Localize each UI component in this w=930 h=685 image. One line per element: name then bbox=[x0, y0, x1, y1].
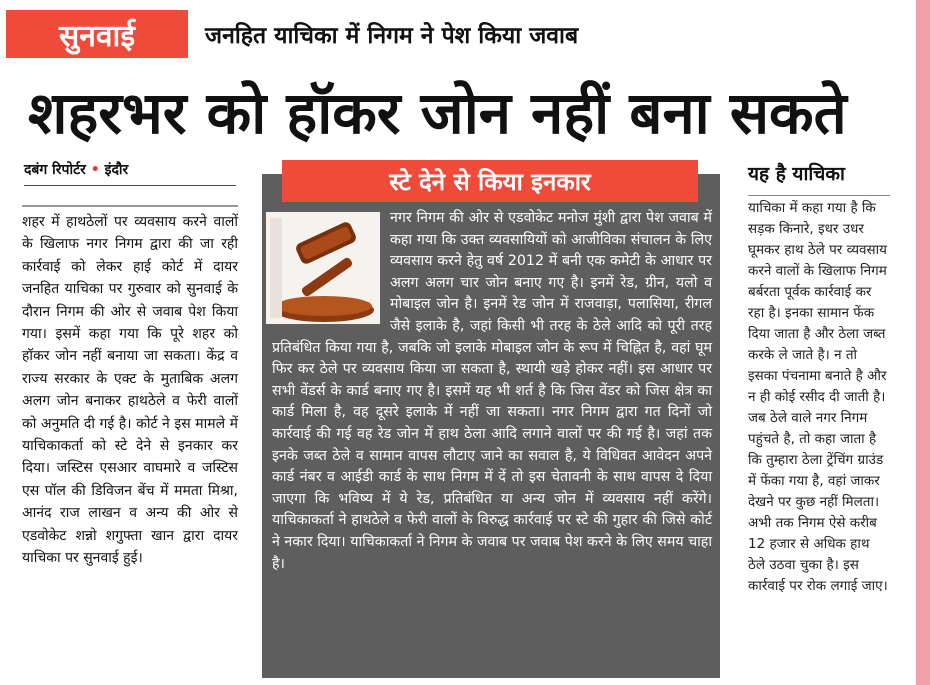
byline-separator: • bbox=[90, 162, 100, 178]
headline: शहरभर को हॉकर जोन नहीं बना सकते bbox=[28, 79, 847, 147]
byline bbox=[24, 160, 236, 186]
right-column-title: यह है याचिका bbox=[748, 163, 845, 185]
box-heading bbox=[282, 160, 698, 202]
section-tag bbox=[6, 10, 188, 58]
box-text: नगर निगम की ओर से एडवोकेट मनोज मुंशी द्वारा पेश जवाब में कहा गया कि उक्त व्यवसायियों को आजीविका संचालन के लिए व्यवसाय करने हेतु वर्ष 2012 में बनी एक कमेटी के आधार पर अलग अलग चार जोन बनाए गए है। इनमें रेड, ग्रीन, यलो व मोबाइल जोन है। इनमें रेड जोन में राजवाड़ा, पलासिया, रीगल जैसे इलाके है, जहां किसी भी तरह के ठेले आदि को पूरी तरह प्रतिबंधित किया गया है, जबकि जो इलाके मोबाइल जोन के रूप में चिह्नित है, वहां घूम फिर कर ठेले पर व्यवसाय किया जा सकता है, स्थायी खड़े होकर नहीं। इस आधार पर सभी वेंडर्स के कार्ड बनाए गए है। इसमें यह भी शर्त है कि जिस वेंडर को जिस क्षेत्र का कार्ड मिला है, वह दूसरे इलाके में नहीं जा सकता। नगर निगम द्वारा गत दिनों जो कार्रवाई की गई वह रेड जोन में हाथ ठेला आदि लगाने वालों पर की गई है। जहां तक इनके जब्त ठेले व सामान वापस लौटाए जाने का सवाल है, ये विधिवत आवेदन अपने कार्ड नंबर व आईडी कार्ड के साथ निगम में दें तो इस चेतावनी के साथ वापस दे दिया जाएगा कि भविष्य में ये रेड, प्रतिबंधित या अन्य जोन में व्यवसाय नहीं करेंगे। याचिकाकर्ता ने हाथठेले व फेरी वालों के विरुद्ध कार्रवाई पर स्टे की गुहार की जिसे कोर्ट ने नकार दिया। याचिकाकर्ता ने निगम के जवाब पर जवाब पेश करने के लिए समय चाहा है। bbox=[272, 210, 712, 572]
kicker: जनहित याचिका में निगम ने पेश किया जवाब bbox=[205, 23, 579, 49]
section-tag-label: सुनवाई bbox=[58, 18, 136, 54]
right-column-text: याचिका में कहा गया है कि सड़क किनारे, इधर उधर घूमकर हाथ ठेले पर व्यवसाय करने वालों के खिलाफ निगम बर्बरता पूर्वक कार्रवाई कर रहा है। इनका सामान फेंक दिया जाता है और ठेला जब्त करके ले जाते है। न तो इसका पंचनामा बनाते है और न ही कोई रसीद दी जाती है। जब ठेले वाले नगर निगम पहुंचते है, तो कहा जाता है कि तुम्हारा ठेला ट्रेंचिंग ग्राउंड में फेंका गया है, वहां जाकर देखने पर कुछ नहीं मिलता। अभी तक निगम ऐसे करीब 12 हजार से अधिक हाथ ठेले उठवा चुका है। इस कार्रवाई पर रोक लगाई जाए। bbox=[748, 195, 890, 597]
gavel-icon bbox=[266, 212, 380, 324]
box-body bbox=[272, 208, 712, 575]
page-edge-border bbox=[916, 0, 930, 685]
byline-reporter: दबंग रिपोर्टर bbox=[24, 162, 86, 178]
byline-city: इंदौर bbox=[104, 162, 129, 178]
box-heading-label: स्टे देने से किया इनकार bbox=[389, 167, 591, 196]
article-left-column: शहर में हाथठेलों पर व्यवसाय करने वालों के खिलाफ नगर निगम द्वारा की जा रही कार्रवाई को लेकर हाई कोर्ट में दायर जनहित याचिका पर गुरुवार को सुनवाई के दौरान निगम की ओर से जवाब पेश किया गया। इसमें कहा गया कि पूरे शहर को हॉकर जोन नहीं बनाया जा सकता। केंद्र व राज्य सरकार के एक्ट के मुताबिक अलग अलग जोन बनाकर हाथठेले व फेरी वालों को अनुमति दी गई है। कोर्ट ने इस मामले में याचिकाकर्ता को स्टे देने से इनकार कर दिया। जस्टिस एसआर वाघमारे व जस्टिस एस पॉल की डिविजन बेंच में ममता मिश्रा, आनंद राज लाखन व अन्य की ओर से एडवोकेट शन्नो शगुफ्ता खान द्वारा दायर याचिका पर सुनवाई हुई। bbox=[22, 205, 238, 570]
